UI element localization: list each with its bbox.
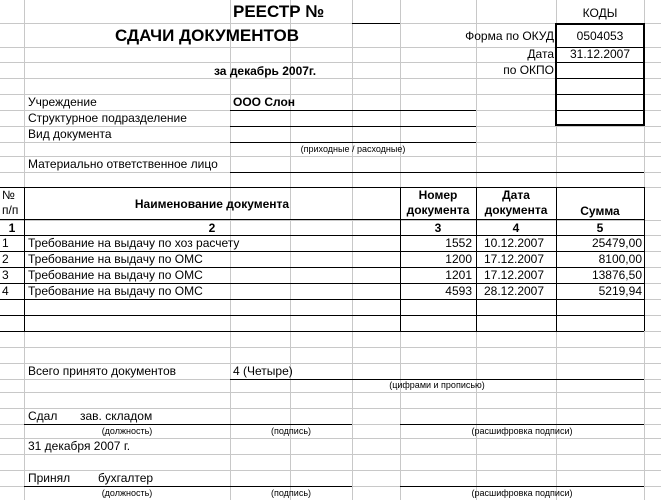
row-sum[interactable]: 8100,00: [598, 252, 642, 266]
row-docnum[interactable]: 1200: [445, 252, 472, 266]
title-registry: РЕЕСТР №: [233, 2, 325, 21]
col-number: 5: [596, 221, 604, 235]
decoding-hint: (расшифровка подписи): [471, 426, 573, 436]
row-name[interactable]: Требование на выдачу по хоз расчету: [28, 236, 240, 250]
date-value[interactable]: 31.12.2007: [569, 47, 631, 61]
th-docdate: Дата документа: [484, 188, 548, 217]
row-docnum[interactable]: 1552: [445, 236, 472, 250]
row-name[interactable]: Требование на выдачу по ОМС: [28, 252, 203, 266]
signature-hint: (подпись): [270, 426, 312, 436]
row-docdate[interactable]: 10.12.2007: [483, 236, 545, 250]
received-position[interactable]: бухгалтер: [98, 471, 154, 485]
border-line: [230, 110, 476, 111]
row-docdate[interactable]: 17.12.2007: [483, 252, 545, 266]
doctype-hint: (приходные / расходные): [300, 144, 406, 154]
codes-title: КОДЫ: [582, 6, 618, 20]
col-number: 4: [512, 221, 520, 235]
row-number[interactable]: 1: [2, 236, 9, 250]
row-docdate[interactable]: 28.12.2007: [483, 284, 545, 298]
total-hint: (цифрами и прописью): [389, 380, 485, 390]
period: за декабрь 2007г.: [214, 64, 317, 78]
department-label: Структурное подразделение: [28, 111, 187, 125]
codes-box-line: [556, 78, 644, 79]
total-value[interactable]: 4 (Четыре): [233, 364, 293, 378]
row-number[interactable]: 2: [2, 252, 9, 266]
th-sum: Сумма: [580, 204, 620, 218]
okpo-label: по ОКПО: [503, 63, 554, 77]
codes-box-border: [556, 124, 644, 126]
row-name[interactable]: Требование на выдачу по ОМС: [28, 284, 203, 298]
col-number: 1: [8, 221, 16, 235]
doctype-label: Вид документа: [28, 127, 112, 141]
border-line: [0, 299, 644, 300]
institution-value[interactable]: ООО Слон: [233, 95, 296, 109]
th-number: № п/п: [2, 188, 19, 217]
codes-box-line: [556, 62, 644, 63]
handed-position[interactable]: зав. складом: [80, 409, 153, 423]
okud-label: Форма по ОКУД: [465, 29, 554, 43]
row-sum[interactable]: 25479,00: [591, 236, 642, 250]
date-label: Дата: [527, 47, 554, 61]
col-number: 2: [208, 221, 216, 235]
title-documents: СДАЧИ ДОКУМЕНТОВ: [115, 26, 299, 45]
responsible-label: Материально ответственное лицо: [28, 157, 218, 171]
handed-label: Сдал: [28, 409, 58, 423]
total-label: Всего принято документов: [28, 364, 177, 378]
codes-box-border: [556, 23, 644, 25]
border-line: [0, 331, 644, 332]
gridline: [0, 347, 661, 348]
border-line: [230, 172, 644, 173]
border-line: [352, 23, 400, 24]
okud-value[interactable]: 0504053: [576, 29, 624, 43]
th-docnum: Номер документа: [406, 188, 470, 217]
signature-hint: (подпись): [270, 488, 312, 498]
col-number: 3: [434, 221, 442, 235]
border-line: [644, 187, 645, 331]
row-docnum[interactable]: 4593: [445, 284, 472, 298]
row-docdate[interactable]: 17.12.2007: [483, 268, 545, 282]
institution-label: Учреждение: [28, 95, 97, 109]
codes-box-line: [556, 94, 644, 95]
decoding-hint: (расшифровка подписи): [471, 488, 573, 498]
position-hint: (должность): [101, 426, 153, 436]
row-number[interactable]: 3: [2, 268, 9, 282]
th-name: Наименование документа: [134, 197, 290, 211]
received-label: Принял: [28, 471, 71, 485]
row-sum[interactable]: 13876,50: [591, 268, 642, 282]
row-name[interactable]: Требование на выдачу по ОМС: [28, 268, 203, 282]
codes-box-line: [556, 110, 644, 111]
gridline: [0, 392, 661, 393]
row-number[interactable]: 4: [2, 284, 9, 298]
border-line: [0, 315, 644, 316]
border-line: [230, 126, 476, 127]
gridline: [0, 454, 661, 455]
position-hint: (должность): [101, 488, 153, 498]
handed-date[interactable]: 31 декабря 2007 г.: [28, 439, 131, 453]
row-sum[interactable]: 5219,94: [598, 284, 642, 298]
row-docnum[interactable]: 1201: [445, 268, 472, 282]
